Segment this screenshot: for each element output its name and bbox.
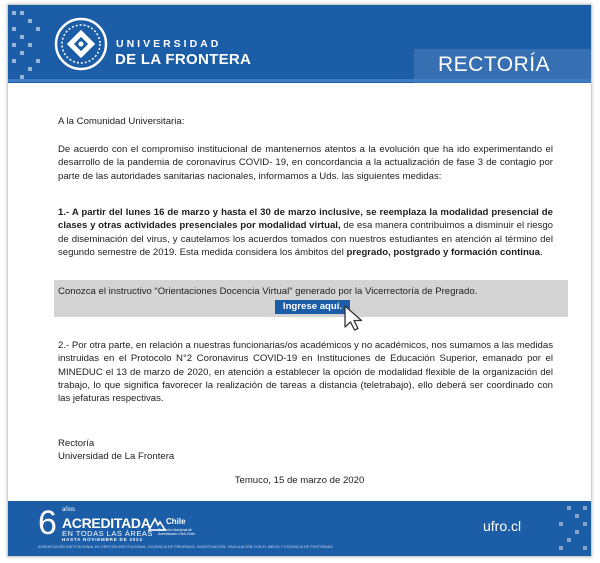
announcement-card [7,4,592,557]
intro-paragraph: De acuerdo con el compromiso institucional de mantenernos atentos a la evolución que ha ido experimentando el desarrollo de la pandemia de coronavirus COVID- 19, en concordancia a la actualización de fase 3 de contagio por parte de las autoridades sanitarias nacionales, informamos a Uds. las siguientes medidas: [58,144,553,182]
point-one-paragraph [58,206,553,259]
university-name: DE LA FRONTERA [115,51,252,68]
accreditation-until: HASTA NOVIEMBRE DE 2024 [62,537,143,542]
point-one-scope: pregrado, postgrado y formación continua [346,246,541,258]
accreditation-years: 6 [38,504,57,542]
header-banner [8,5,591,83]
accreditation-areas: EN TODAS LAS ÁREAS [62,529,153,538]
signature-university: Universidad de La Frontera [58,451,175,462]
point-two-paragraph: 2.- Por otra parte, en relación a nuestras funcionarias/os académicos y no académicos, nos sumamos a las medidas instruidas en el Protocolo N°2 Coronavirus COVID-19 en Instituciones de Educación Superior, emanado por el MINEDUC el 13 de marzo de 2020, en atención a establecer la opción de modalidad flexible de la organización del trabajo, lo que significa favorecer la realización de tareas a distancia (teletrabajo), ello deberá ser coordinado con las jefaturas respectivas. [58,340,553,405]
accreditation-fine-print: ACREDITACIÓN INSTITUCIONAL EN GESTIÓN INSTITUCIONAL, DOCENCIA DE PREGRADO, INVESTIGACIÓN, VINCULACIÓN CON EL MEDIO Y DOCENCIA DE POSTGRADO [38,545,334,549]
section-title: RECTORÍA [438,53,551,76]
pointer-cursor-icon [341,303,369,333]
greeting: A la Comunidad Universitaria: [58,116,185,127]
header-divider [8,79,591,82]
accreditation-years-word: años [62,507,76,513]
website-link[interactable]: ufro.cl [483,518,522,534]
university-seal-icon [54,17,108,71]
instructive-text: Conozca el instructivo “Orientaciones Docencia Virtual” generado por la Vicerrectoría de Pregrado. [58,286,478,297]
point-one-text: de esa manera contribuimos a disminuir el riesgo de diseminación del virus, y cautelamos los acuerdos tomados con nuestros estudiantes en atención al término del segundo semestre de 2019. Esta medida considera los ámbitos del [58,220,554,258]
document-date: Temuco, 15 de marzo de 2020 [234,475,365,486]
point-one-bold: 1.- A partir del lunes 16 de marzo y hasta el 30 de marzo inclusive, se reemplaza la modalidad presencial de clases y otras actividades presenciales por modalidad virtual, [58,207,553,232]
footer-dot-pattern [551,501,591,557]
footer-banner [8,501,591,557]
cna-subtitle: Comisión Nacional de Acreditación CNA-Chile [158,528,195,536]
signature-office: Rectoría [58,438,95,449]
enter-here-button[interactable]: Ingrese aquí. [275,300,350,314]
point-one-end: . [540,246,543,258]
accreditation-label: ACREDITADA [62,515,151,531]
university-word: UNIVERSIDAD [116,38,222,50]
header-dot-pattern [8,5,48,83]
cna-name: Chile [166,517,186,526]
